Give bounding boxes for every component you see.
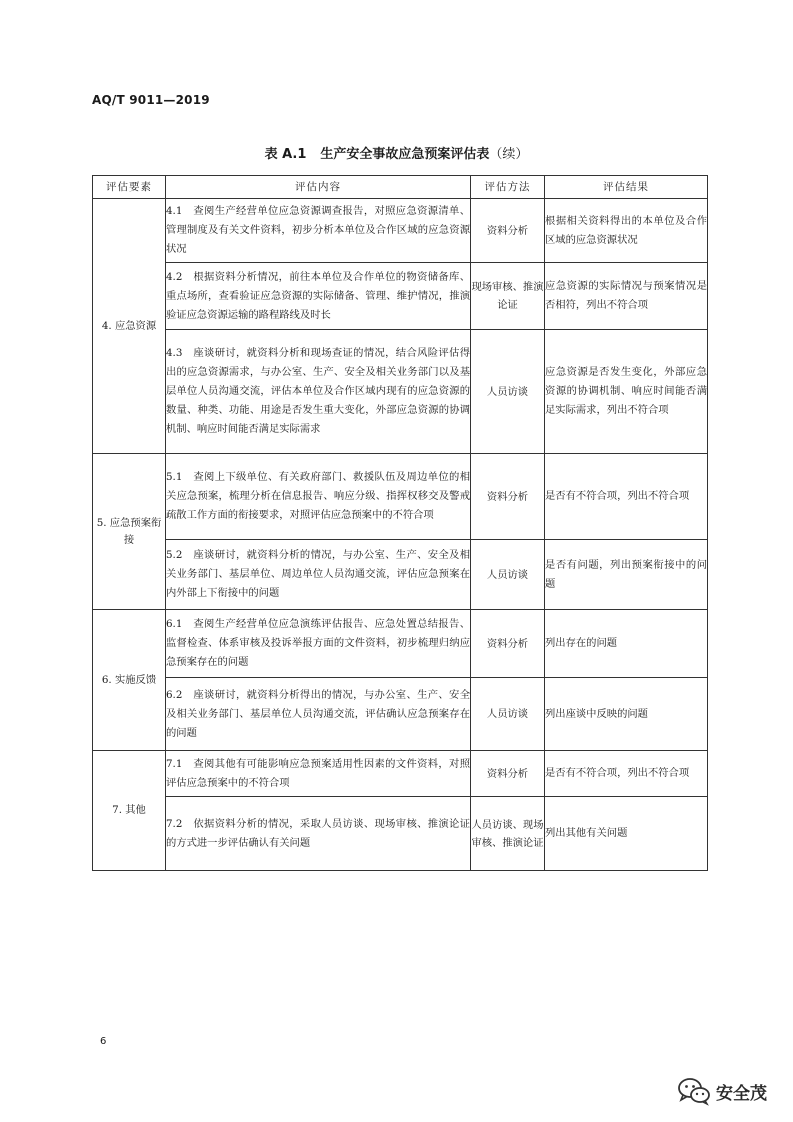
- element-cell: 5. 应急预案衔接: [93, 454, 166, 610]
- table-row: [93, 610, 708, 678]
- column-header: 评估方法: [471, 176, 545, 199]
- table-row: [93, 454, 708, 540]
- method-cell: 人员访谈: [471, 678, 545, 751]
- method-cell: 资料分析: [471, 751, 545, 797]
- result-cell: 是否有问题，列出预案衔接中的问题: [545, 540, 708, 610]
- result-cell: 列出其他有关问题: [545, 797, 708, 871]
- method-cell: 人员访谈: [471, 540, 545, 610]
- page-number: 6: [100, 1036, 107, 1047]
- content-cell: 5.2 座谈研讨，就资料分析的情况，与办公室、生产、安全及相关业务部门、基层单位、周边单位人员沟通交流，评估应急预案在内外部上下衔接中的问题: [166, 540, 471, 610]
- content-cell: 4.3 座谈研讨，就资料分析和现场查证的情况，结合风险评估得出的应急资源需求，与办公室、生产、安全及相关业务部门以及基层单位人员沟通交流，评估本单位及合作区域内现有的应急资源的数量、种类、功能、用途是否发生重大变化，外部应急资源的协调机制、响应时间能否满足实际需求: [166, 330, 471, 454]
- content-cell: 7.2 依据资料分析的情况，采取人员访谈、现场审核、推演论证的方式进一步评估确认有关问题: [166, 797, 471, 871]
- watermark-text: 安全茂: [716, 1083, 767, 1104]
- standard-code: AQ/T 9011—2019: [92, 93, 210, 107]
- table-row: [93, 678, 708, 751]
- table-row: [93, 330, 708, 454]
- wechat-icon: [676, 1076, 712, 1106]
- table-row: [93, 751, 708, 797]
- table-title: [0, 143, 793, 162]
- content-cell: 4.2 根据资料分析情况，前往本单位及合作单位的物资储备库、重点场所，查看验证应急资源的实际储备、管理、维护情况，推演验证应急资源运输的路程路线及时长: [166, 263, 471, 330]
- result-cell: 列出座谈中反映的问题: [545, 678, 708, 751]
- column-header: 评估结果: [545, 176, 708, 199]
- result-cell: 应急资源是否发生变化，外部应急资源的协调机制、响应时间能否满足实际需求，列出不符合项: [545, 330, 708, 454]
- method-cell: 现场审核、推演论证: [471, 263, 545, 330]
- element-cell: 7. 其他: [93, 751, 166, 871]
- result-cell: 是否有不符合项，列出不符合项: [545, 751, 708, 797]
- content-cell: 7.1 查阅其他有可能影响应急预案适用性因素的文件资料，对照评估应急预案中的不符合项: [166, 751, 471, 797]
- header-row: [93, 176, 708, 199]
- table-number: 表 A.1: [264, 147, 307, 162]
- result-cell: 应急资源的实际情况与预案情况是否相符，列出不符合项: [545, 263, 708, 330]
- result-cell: 根据相关资料得出的本单位及合作区域的应急资源状况: [545, 199, 708, 263]
- table-row: [93, 540, 708, 610]
- method-cell: 资料分析: [471, 199, 545, 263]
- element-cell: 6. 实施反馈: [93, 610, 166, 751]
- method-cell: 资料分析: [471, 610, 545, 678]
- column-header: 评估要素: [93, 176, 166, 199]
- evaluation-table: [92, 175, 708, 871]
- method-cell: 资料分析: [471, 454, 545, 540]
- table-name: 生产安全事故应急预案评估表: [320, 147, 490, 162]
- table-continued: （续）: [489, 147, 529, 162]
- table-row: [93, 797, 708, 871]
- watermark: [676, 1076, 767, 1106]
- column-header: 评估内容: [166, 176, 471, 199]
- element-cell: 4. 应急资源: [93, 199, 166, 454]
- content-cell: 6.1 查阅生产经营单位应急演练评估报告、应急处置总结报告、监督检查、体系审核及投诉举报方面的文件资料，初步梳理归纳应急预案存在的问题: [166, 610, 471, 678]
- content-cell: 4.1 查阅生产经营单位应急资源调查报告，对照应急资源清单、管理制度及有关文件资料，初步分析本单位及合作区域的应急资源状况: [166, 199, 471, 263]
- table-row: [93, 199, 708, 263]
- table-row: [93, 263, 708, 330]
- method-cell: 人员访谈: [471, 330, 545, 454]
- content-cell: 5.1 查阅上下级单位、有关政府部门、救援队伍及周边单位的相关应急预案，梳理分析在信息报告、响应分级、指挥权移交及警戒疏散工作方面的衔接要求，对照评估应急预案中的不符合项: [166, 454, 471, 540]
- content-cell: 6.2 座谈研讨，就资料分析得出的情况，与办公室、生产、安全及相关业务部门、基层单位人员沟通交流，评估确认应急预案存在的问题: [166, 678, 471, 751]
- method-cell: 人员访谈、现场审核、推演论证: [471, 797, 545, 871]
- result-cell: 列出存在的问题: [545, 610, 708, 678]
- result-cell: 是否有不符合项，列出不符合项: [545, 454, 708, 540]
